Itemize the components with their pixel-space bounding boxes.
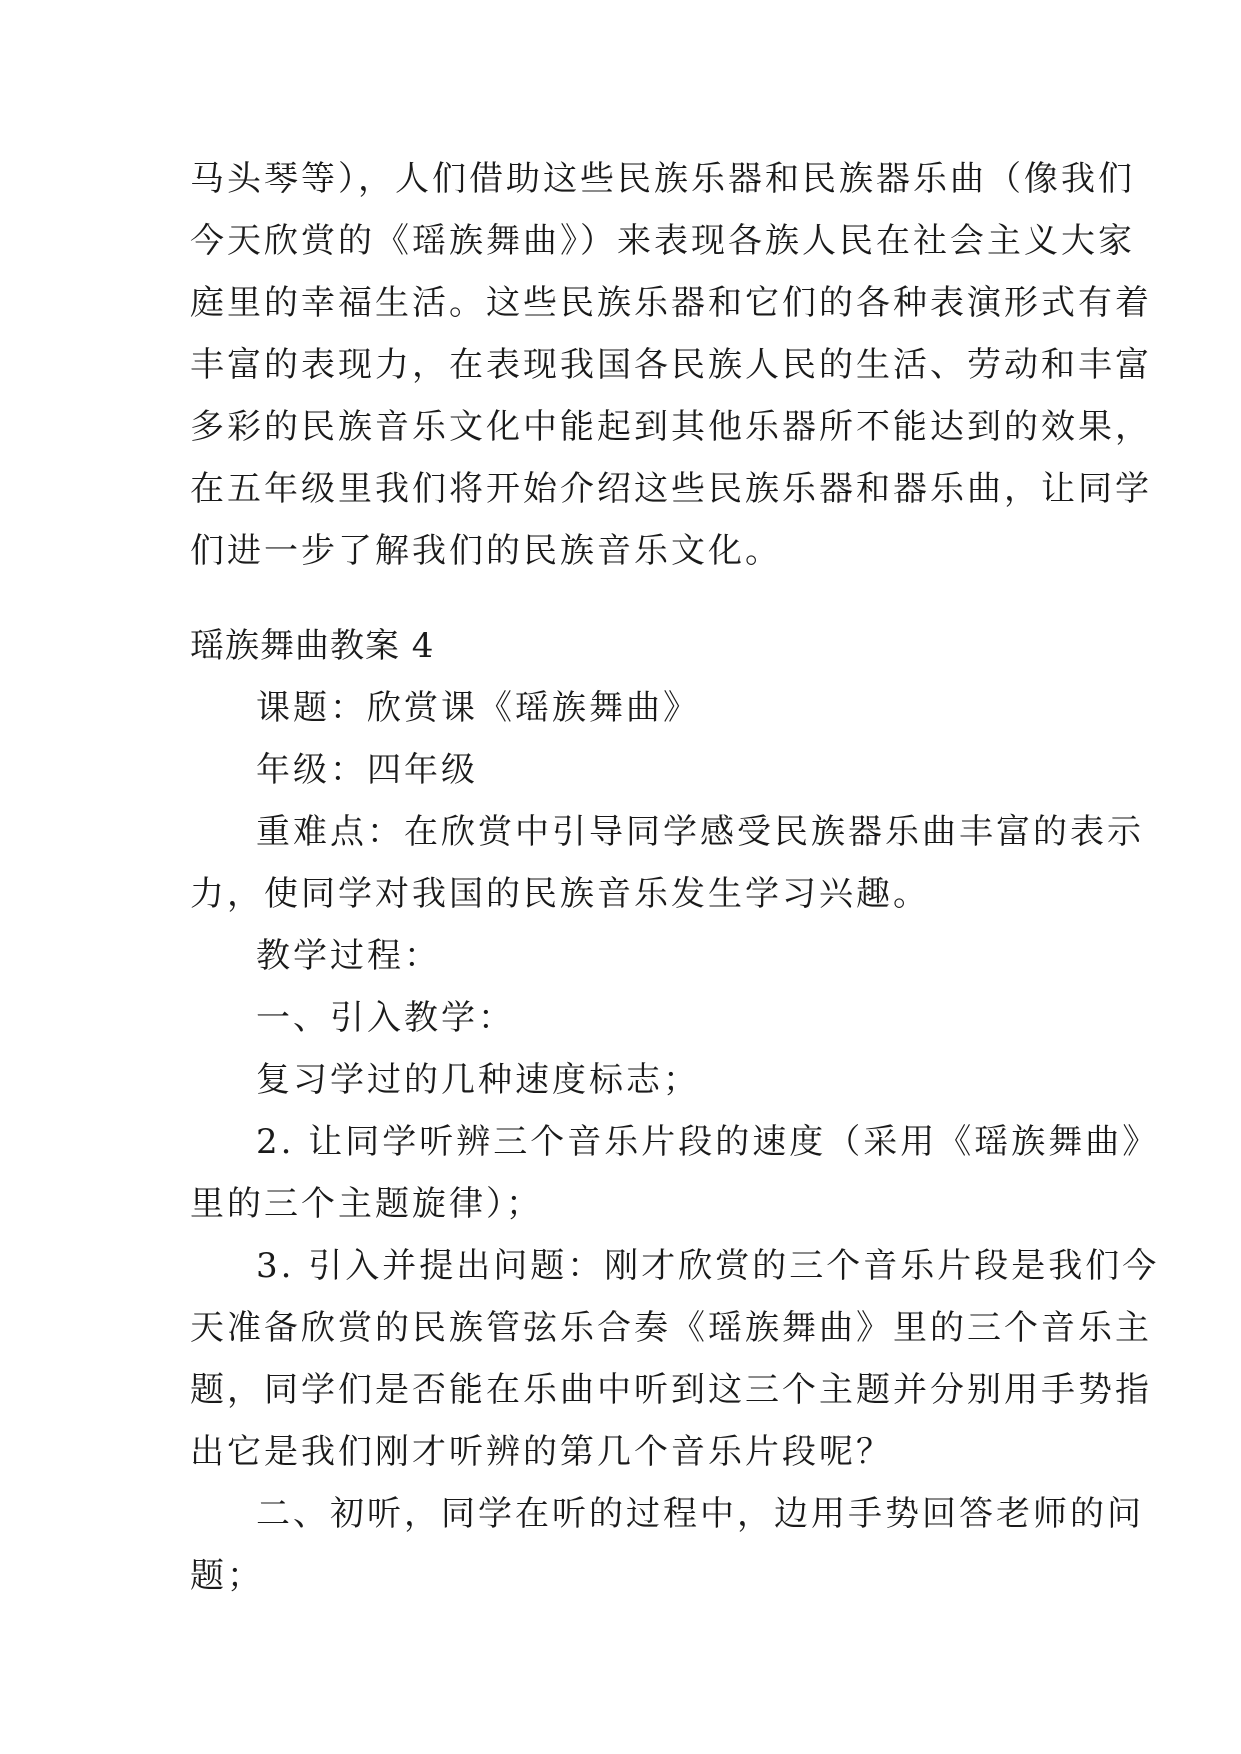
text-line: 丰富的表现力，在表现我国各民族人民的生活、劳动和丰富 bbox=[190, 345, 1152, 385]
continuation-paragraph bbox=[190, 148, 1152, 582]
text-line: 庭里的幸福生活。这些民族乐器和它们的各种表演形式有着 bbox=[190, 283, 1152, 323]
topic-line: 课题：欣赏课《瑶族舞曲》 bbox=[256, 688, 700, 728]
text-line: 出它是我们刚才听辨的第几个音乐片段呢？ bbox=[190, 1432, 893, 1472]
step-item: 2. 让同学听辨三个音乐片段的速度（采用《瑶族舞曲》 bbox=[256, 1122, 1160, 1162]
text-line: 里的三个主题旋律）； bbox=[190, 1184, 543, 1224]
key-points-continuation: 力，使同学对我国的民族音乐发生学习兴趣。 bbox=[190, 874, 930, 914]
text-line: 题； bbox=[190, 1556, 264, 1596]
step-item: 3. 引入并提出问题：刚才欣赏的三个音乐片段是我们今 bbox=[256, 1246, 1160, 1286]
text-line: 多彩的民族音乐文化中能起到其他乐器所不能达到的效果， bbox=[190, 407, 1152, 447]
text-line: 天准备欣赏的民族管弦乐合奏《瑶族舞曲》里的三个音乐主 bbox=[190, 1308, 1152, 1348]
text-line: 今天欣赏的《瑶族舞曲》）来表现各族人民在社会主义大家 bbox=[190, 221, 1135, 261]
process-heading: 教学过程： bbox=[256, 936, 441, 976]
text-line: 马头琴等），人们借助这些民族乐器和民族器乐曲（像我们 bbox=[190, 159, 1135, 199]
lesson-plan-section bbox=[190, 615, 1160, 1607]
grade-line: 年级：四年级 bbox=[256, 750, 478, 790]
section-title: 瑶族舞曲教案 4 bbox=[190, 626, 435, 666]
text-line: 复习学过的几种速度标志； bbox=[256, 1060, 700, 1100]
step-one-heading: 一、引入教学： bbox=[256, 998, 515, 1038]
text-line: 们进一步了解我们的民族音乐文化。 bbox=[190, 531, 782, 571]
step-two-heading: 二、初听，同学在听的过程中，边用手势回答老师的问 bbox=[256, 1494, 1144, 1534]
text-line: 在五年级里我们将开始介绍这些民族乐器和器乐曲，让同学 bbox=[190, 469, 1152, 509]
key-points-line: 重难点：在欣赏中引导同学感受民族器乐曲丰富的表示 bbox=[256, 812, 1144, 852]
text-line: 题，同学们是否能在乐曲中听到这三个主题并分别用手势指 bbox=[190, 1370, 1152, 1410]
